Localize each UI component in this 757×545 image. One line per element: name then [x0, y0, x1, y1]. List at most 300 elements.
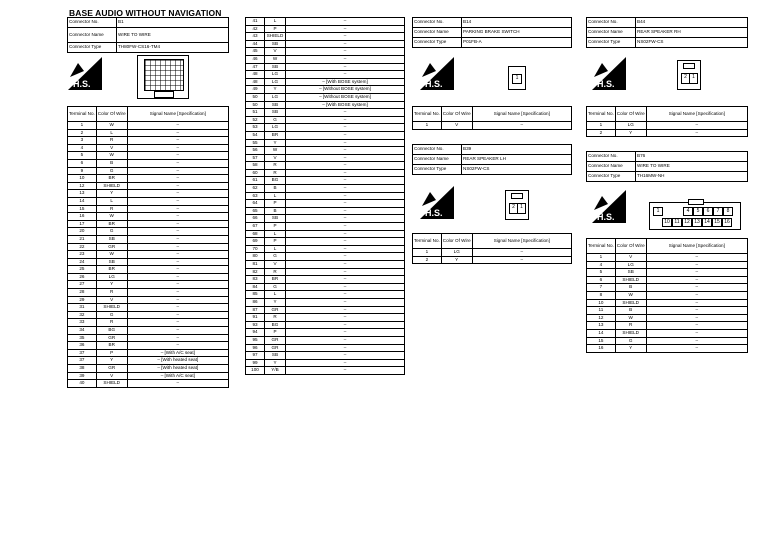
terminal-cell: 93 — [246, 321, 265, 329]
color-cell: W — [96, 251, 127, 259]
color-cell: G — [265, 116, 286, 124]
signal-cell: – — [472, 256, 571, 264]
b1-row — [68, 349, 229, 357]
color-cell: V — [96, 296, 127, 304]
terminal-cell: 12 — [68, 182, 97, 190]
b1-row — [68, 182, 229, 190]
b1-row — [246, 359, 405, 367]
b14-info-table — [412, 17, 572, 48]
b1-row — [246, 344, 405, 352]
signal-cell: – — [472, 249, 571, 257]
b76-latch — [688, 199, 704, 205]
signal-cell: – — [127, 319, 228, 327]
terminal-cell: 46 — [246, 55, 265, 63]
b1-row — [246, 238, 405, 246]
terminal-cell: 7 — [587, 284, 616, 292]
b76-conn-name-label: Connector Name — [587, 162, 636, 172]
signal-cell: – — [286, 33, 405, 41]
signal-cell: – — [286, 185, 405, 193]
b44-conn-no: B44 — [636, 18, 748, 28]
b1-row — [246, 215, 405, 223]
color-cell: L — [265, 18, 286, 26]
terminal-cell: 1 — [587, 254, 616, 262]
signal-cell: – — [127, 296, 228, 304]
b1-row — [246, 245, 405, 253]
b44-conn-type-label: Connector Type — [587, 38, 636, 48]
b39-latch — [511, 193, 523, 199]
b14-conn-no: B14 — [462, 18, 572, 28]
terminal-cell: 17 — [68, 220, 97, 228]
signal-cell: – — [286, 162, 405, 170]
signal-cell: – — [127, 167, 228, 175]
b1-row — [246, 48, 405, 56]
signal-cell: – — [286, 215, 405, 223]
b1-row — [246, 71, 405, 79]
terminal-cell: 38 — [68, 365, 97, 373]
terminal-cell: 43 — [246, 33, 265, 41]
b76-row — [587, 291, 748, 299]
signal-cell: – — [127, 327, 228, 335]
signal-header: Signal Name [Specification] — [646, 107, 747, 122]
b1-row — [246, 101, 405, 109]
terminal-cell: 49 — [246, 86, 265, 94]
signal-cell: – — [286, 63, 405, 71]
terminal-cell: 96 — [246, 344, 265, 352]
color-cell: SB — [96, 235, 127, 243]
color-cell: LG — [96, 273, 127, 281]
b76-pin: 14 — [702, 218, 712, 227]
signal-cell: – — [127, 213, 228, 221]
color-cell: L — [265, 245, 286, 253]
signal-cell: – — [286, 25, 405, 33]
b1-row — [68, 372, 229, 380]
b44-pin-1: 1 — [689, 73, 698, 84]
b1-row — [68, 167, 229, 175]
terminal-cell: 67 — [246, 223, 265, 231]
b1-row — [68, 273, 229, 281]
terminal-cell: 63 — [246, 192, 265, 200]
signal-cell: – — [286, 261, 405, 269]
b76-pin: 13 — [692, 218, 702, 227]
terminal-cell: 24 — [68, 258, 97, 266]
signal-cell: – — [286, 245, 405, 253]
color-cell: V — [96, 144, 127, 152]
signal-cell: – — [127, 220, 228, 228]
b1-row — [68, 243, 229, 251]
color-cell: SB — [265, 215, 286, 223]
signal-cell: – — [286, 276, 405, 284]
b1-row — [246, 314, 405, 322]
b1-terminal-table-2 — [245, 17, 405, 375]
terminal-cell: 22 — [68, 243, 97, 251]
terminal-cell: 12 — [587, 314, 616, 322]
color-cell: BR — [96, 175, 127, 183]
signal-cell: – — [646, 307, 747, 315]
b1-row — [246, 147, 405, 155]
color-cell: LG — [441, 249, 472, 257]
terminal-cell: 5 — [68, 152, 97, 160]
color-header: Color Of Wire — [615, 239, 646, 254]
terminal-cell: 6 — [68, 159, 97, 167]
b1-row — [68, 235, 229, 243]
color-cell: Y — [96, 190, 127, 198]
terminal-cell: 85 — [246, 291, 265, 299]
terminal-cell: 65 — [246, 207, 265, 215]
terminal-cell: 40 — [68, 380, 97, 388]
terminal-cell: 5 — [587, 269, 616, 277]
b1-row — [246, 207, 405, 215]
signal-cell: – — [286, 139, 405, 147]
color-cell: B — [265, 207, 286, 215]
b1-row — [246, 291, 405, 299]
b1-row — [246, 154, 405, 162]
b1-row — [68, 213, 229, 221]
color-cell: LG — [265, 78, 286, 86]
color-cell: SHIELD — [265, 33, 286, 41]
color-cell: G — [615, 337, 646, 345]
signal-cell: – — [127, 152, 228, 160]
signal-cell: – [With heated seat] — [127, 365, 228, 373]
terminal-cell: 1 — [413, 122, 442, 130]
signal-cell: – [Without BOSE system] — [286, 93, 405, 101]
b44-latch — [683, 63, 695, 69]
b39-conn-name-label: Connector Name — [413, 155, 462, 165]
b1-conn-type-label: Connector Type — [68, 43, 117, 53]
color-cell: SB — [265, 40, 286, 48]
b76-row — [587, 269, 748, 277]
b76-info-table — [586, 151, 748, 182]
signal-header: Signal Name [Specification] — [472, 234, 571, 249]
terminal-cell: 50 — [246, 101, 265, 109]
terminal-header: Terminal No. — [68, 107, 97, 122]
b76-conn-type-label: Connector Type — [587, 172, 636, 182]
signal-cell: – — [286, 359, 405, 367]
b14-row — [413, 122, 572, 130]
terminal-cell: 9 — [68, 167, 97, 175]
b39-row — [413, 256, 572, 264]
b14-pin-1: 1 — [512, 74, 522, 84]
signal-cell: – — [127, 205, 228, 213]
color-header: Color Of Wire — [615, 107, 646, 122]
signal-cell: – — [646, 284, 747, 292]
b1-row — [246, 192, 405, 200]
terminal-cell: 39 — [68, 372, 97, 380]
b1-row — [246, 298, 405, 306]
terminal-cell: 42 — [246, 25, 265, 33]
b76-pin: 11 — [672, 218, 682, 227]
terminal-cell: 60 — [246, 169, 265, 177]
b1-row — [68, 289, 229, 297]
signal-cell: – — [286, 131, 405, 139]
signal-cell: – — [286, 352, 405, 360]
terminal-cell: 55 — [246, 139, 265, 147]
color-cell: P — [265, 238, 286, 246]
b1-row — [68, 220, 229, 228]
terminal-cell: 27 — [68, 281, 97, 289]
color-cell: Y — [615, 129, 646, 137]
signal-cell: – — [127, 311, 228, 319]
signal-cell: – — [286, 124, 405, 132]
terminal-cell: 6 — [587, 276, 616, 284]
color-cell: GR — [96, 334, 127, 342]
b1-row — [68, 129, 229, 137]
color-cell: R — [96, 289, 127, 297]
color-cell: W — [96, 213, 127, 221]
b1-row — [246, 185, 405, 193]
b1-row — [68, 342, 229, 350]
color-cell: BG — [96, 327, 127, 335]
signal-cell: – — [286, 40, 405, 48]
b14-conn-no-label: Connector No. — [413, 18, 462, 28]
terminal-cell: 57 — [246, 154, 265, 162]
color-cell: W — [615, 314, 646, 322]
color-cell: Y — [96, 281, 127, 289]
signal-cell: – — [286, 238, 405, 246]
b1-row — [68, 327, 229, 335]
terminal-cell: 11 — [587, 307, 616, 315]
signal-header: Signal Name [Specification] — [472, 107, 571, 122]
b1-row — [68, 365, 229, 373]
signal-cell: – — [127, 144, 228, 152]
b1-info-table — [67, 17, 229, 53]
color-cell: R — [96, 137, 127, 145]
terminal-cell: 1 — [587, 122, 616, 130]
terminal-cell: 3 — [68, 137, 97, 145]
signal-cell: – — [646, 299, 747, 307]
b1-row — [246, 63, 405, 71]
color-cell: LG — [265, 93, 286, 101]
terminal-cell: 4 — [587, 261, 616, 269]
signal-cell: – — [127, 281, 228, 289]
color-cell: Y — [265, 298, 286, 306]
hs-icon — [68, 57, 102, 90]
terminal-cell: 2 — [587, 129, 616, 137]
b76-row — [587, 314, 748, 322]
signal-cell: – — [127, 380, 228, 388]
terminal-cell: 68 — [246, 230, 265, 238]
terminal-cell: 70 — [246, 245, 265, 253]
b14-conn-name: PARKING BRAKE SWITCH — [462, 28, 572, 38]
b76-terminal-table — [586, 238, 748, 353]
terminal-cell: 58 — [246, 162, 265, 170]
b1-row — [68, 190, 229, 198]
b1-row — [246, 336, 405, 344]
color-cell: R — [265, 268, 286, 276]
signal-cell: – — [646, 322, 747, 330]
b39-info-table — [412, 144, 572, 175]
color-cell: Y — [265, 359, 286, 367]
b39-pin-1: 1 — [517, 203, 526, 214]
color-cell: B — [96, 159, 127, 167]
signal-cell: – — [286, 283, 405, 291]
signal-cell: – — [127, 197, 228, 205]
signal-cell: – — [286, 344, 405, 352]
terminal-cell: 97 — [246, 352, 265, 360]
signal-cell: – [With BOSE system] — [286, 101, 405, 109]
color-cell: SHIELD — [96, 304, 127, 312]
b39-connector-face — [505, 190, 529, 220]
color-cell: SB — [265, 101, 286, 109]
terminal-cell: 54 — [246, 131, 265, 139]
b76-pin — [663, 207, 671, 214]
terminal-cell: 69 — [246, 238, 265, 246]
color-cell: B — [615, 284, 646, 292]
b1-row — [246, 78, 405, 86]
b1-pin-grid — [144, 59, 184, 91]
b1-row — [246, 116, 405, 124]
signal-cell: – — [286, 268, 405, 276]
b1-row — [246, 253, 405, 261]
signal-cell: – — [646, 122, 747, 130]
color-cell: B — [615, 307, 646, 315]
signal-cell: – — [286, 55, 405, 63]
b76-pin: 12 — [682, 218, 692, 227]
b14-conn-type-label: Connector Type — [413, 38, 462, 48]
color-cell: GR — [265, 336, 286, 344]
color-cell: BR — [96, 220, 127, 228]
b1-row — [246, 55, 405, 63]
signal-cell: – [With heated seat] — [127, 357, 228, 365]
signal-cell: – [With A/C seat] — [127, 372, 228, 380]
b1-row — [246, 230, 405, 238]
b1-row — [246, 321, 405, 329]
signal-cell: – — [286, 367, 405, 375]
signal-cell: – — [646, 276, 747, 284]
signal-cell: – — [286, 71, 405, 79]
terminal-cell: 100 — [246, 367, 265, 375]
b76-row — [587, 345, 748, 353]
color-cell: BG — [265, 177, 286, 185]
signal-cell: – — [646, 269, 747, 277]
terminal-cell: 94 — [246, 329, 265, 337]
b1-row — [68, 266, 229, 274]
color-cell: SHIELD — [96, 380, 127, 388]
terminal-cell: 21 — [68, 235, 97, 243]
b44-row — [587, 129, 748, 137]
terminal-cell: 36 — [68, 342, 97, 350]
b1-row — [246, 18, 405, 26]
b1-row — [68, 197, 229, 205]
color-cell: Y — [96, 357, 127, 365]
b76-conn-no-label: Connector No. — [587, 152, 636, 162]
b1-conn-no: B1 — [117, 18, 229, 28]
b76-pin: 5 — [693, 207, 703, 216]
b1-row — [68, 380, 229, 388]
b14-connector-face — [508, 66, 526, 90]
b1-row — [246, 352, 405, 360]
hs-icon — [592, 190, 626, 223]
color-cell: V — [96, 372, 127, 380]
signal-cell: – — [127, 159, 228, 167]
color-cell: W — [96, 122, 127, 130]
color-cell: V — [265, 261, 286, 269]
b76-connector-face — [649, 202, 741, 230]
b39-conn-no: B39 — [462, 145, 572, 155]
terminal-cell: 87 — [246, 306, 265, 314]
signal-cell: – — [286, 18, 405, 26]
b76-pin: 15 — [712, 218, 722, 227]
color-cell: GR — [265, 306, 286, 314]
b39-conn-type: NS02FW-CS — [462, 165, 572, 175]
b44-conn-type: NS02FW-CS — [636, 38, 748, 48]
terminal-cell: 8 — [587, 291, 616, 299]
color-cell: Y/B — [265, 367, 286, 375]
b76-pin: 6 — [703, 207, 713, 216]
color-cell: W — [615, 291, 646, 299]
signal-cell: – — [127, 137, 228, 145]
signal-cell: – — [646, 337, 747, 345]
terminal-header: Terminal No. — [587, 107, 616, 122]
b1-row — [68, 296, 229, 304]
b1-conn-name-label: Connector Name — [68, 28, 117, 43]
b1-latch — [154, 91, 174, 98]
color-cell: R — [96, 319, 127, 327]
b1-row — [68, 228, 229, 236]
color-cell: SB — [615, 269, 646, 277]
terminal-cell: 2 — [413, 256, 442, 264]
signal-header: Signal Name [Specification] — [127, 107, 228, 122]
color-cell: R — [265, 314, 286, 322]
signal-cell: – — [286, 314, 405, 322]
b1-conn-name: WIRE TO WIRE — [117, 28, 229, 43]
b1-row — [246, 169, 405, 177]
b44-pin-2: 2 — [681, 73, 690, 84]
signal-cell: – — [286, 48, 405, 56]
signal-cell: – — [286, 253, 405, 261]
signal-cell: – — [286, 116, 405, 124]
terminal-cell: 47 — [246, 63, 265, 71]
hs-label: H.S. — [597, 79, 615, 89]
b1-row — [68, 357, 229, 365]
terminal-cell: 13 — [587, 322, 616, 330]
color-cell: G — [265, 253, 286, 261]
color-cell: G — [96, 228, 127, 236]
color-cell: SB — [265, 109, 286, 117]
color-cell: G — [265, 283, 286, 291]
signal-cell: – — [286, 306, 405, 314]
b76-pin: 16 — [722, 218, 732, 227]
terminal-cell: 23 — [68, 251, 97, 259]
b76-conn-type: TH16MW-NH — [636, 172, 748, 182]
signal-cell: – — [646, 129, 747, 137]
terminal-cell: 37 — [68, 349, 97, 357]
color-cell: P — [265, 223, 286, 231]
terminal-cell: 66 — [246, 215, 265, 223]
color-cell: BR — [265, 276, 286, 284]
b1-row — [68, 144, 229, 152]
b1-row — [246, 283, 405, 291]
color-cell: GR — [96, 243, 127, 251]
signal-cell: – [With BOSE system] — [286, 78, 405, 86]
signal-cell: – — [646, 314, 747, 322]
color-cell: L — [96, 197, 127, 205]
b76-pin — [673, 207, 681, 214]
b76-pin: 7 — [713, 207, 723, 216]
signal-cell: – — [286, 329, 405, 337]
b76-pin: 10 — [662, 218, 672, 227]
terminal-cell: 48 — [246, 71, 265, 79]
signal-cell: – — [286, 230, 405, 238]
terminal-cell: 61 — [246, 177, 265, 185]
color-cell: LG — [615, 261, 646, 269]
b1-connector-face — [137, 55, 189, 99]
terminal-cell: 2 — [68, 129, 97, 137]
b1-row — [246, 40, 405, 48]
color-cell: SHIELD — [615, 329, 646, 337]
color-cell: W — [265, 147, 286, 155]
color-cell: SHIELD — [96, 182, 127, 190]
color-cell: GR — [96, 365, 127, 373]
